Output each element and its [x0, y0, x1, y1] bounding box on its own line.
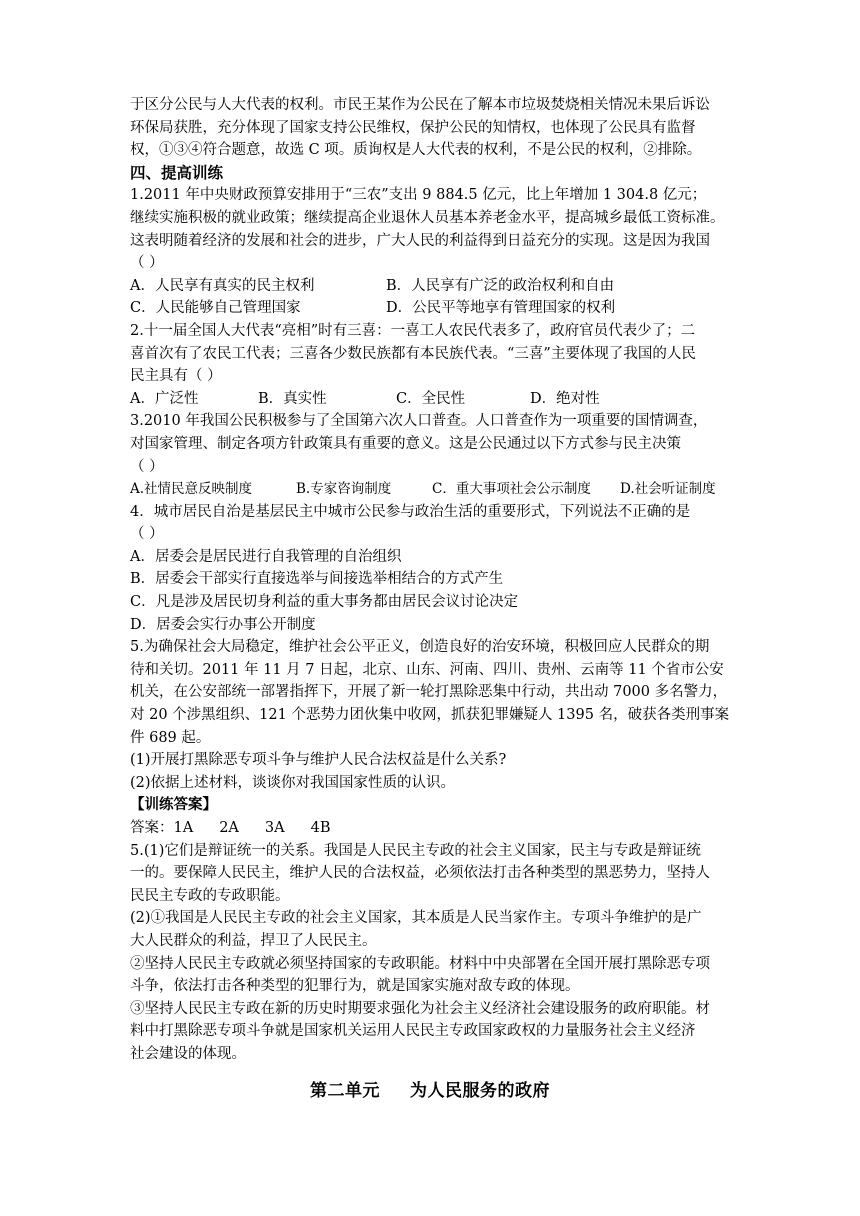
- option-row: [130, 388, 730, 411]
- question-2: [130, 320, 730, 410]
- text-line: 喜首次有了农民工代表；三喜各少数民族都有本民族代表。“三喜”主要体现了我国的人民: [130, 345, 696, 362]
- text-line: 1.2011 年中央财政预算安排用于“三农”支出 9 884.5 亿元，比上年增加 1 304.8 亿元；: [130, 187, 707, 204]
- text-line: 2.十一届全国人大代表“亮相”时有三喜：一喜工人农民代表多了，政府官员代表少了；二: [130, 322, 696, 339]
- text-line: 民民主专政的专政职能。: [130, 887, 290, 904]
- answers-section: [130, 794, 730, 1065]
- question-1: [130, 184, 730, 320]
- option-a: A．广泛性: [130, 390, 199, 407]
- answer-blank: （ ）: [130, 526, 164, 543]
- option-c: C．凡是涉及居民切身利益的重大事务都由居民会议讨论决定: [130, 594, 519, 611]
- intro-paragraph: [130, 94, 730, 162]
- option-a: A.社情民意反映制度: [130, 481, 253, 498]
- option-b: B．真实性: [258, 390, 327, 407]
- option-row: [130, 275, 730, 298]
- option-d: D．绝对性: [530, 390, 600, 407]
- answer-item: 2A: [219, 820, 239, 836]
- text-line: 料中打黑除恶专项斗争就是国家机关运用人民民主专政国家政权的力量服务社会主义经济: [130, 1023, 696, 1040]
- option-d: D．居委会实行办事公开制度: [130, 616, 316, 633]
- text-line: 权，①③④符合题意，故选 C 项。质询权是人大代表的权利，不是公民的权利，②排除。: [130, 142, 702, 159]
- question-4: [130, 501, 730, 637]
- text-line: (2)①我国是人民民主专政的社会主义国家，其本质是人民当家作主。专项斗争维护的是广: [130, 910, 702, 927]
- document-page: [130, 94, 730, 1102]
- option-b: B.专家咨询制度: [296, 481, 392, 498]
- text-line: 机关，在公安部统一部署指挥下，开展了新一轮打黑除恶集中行动，共出动 7000 多名警力，: [130, 684, 728, 701]
- option-row: [130, 297, 730, 320]
- text-line: 4．城市居民自治是基层民主中城市公民参与政治生活的重要形式，下列说法不正确的是: [130, 503, 691, 520]
- unit-name: 为人民服务的政府: [410, 1080, 550, 1101]
- option-c: C．人民能够自己管理国家: [130, 300, 301, 317]
- answer-key: [130, 817, 730, 840]
- text-line: 5.为确保社会大局稳定，维护社会公平正义，创造良好的治安环境，积极回应人民群众的期: [130, 639, 710, 656]
- sub-question: (2)依据上述材料，谈谈你对我国国家性质的认识。: [130, 774, 456, 791]
- answers-heading: 【训练答案】: [130, 797, 217, 814]
- text-line: 一的。要保障人民民主，维护人民的合法权益，必须依法打击各种类型的黑恶势力，坚持人: [130, 865, 710, 882]
- text-line: 待和关切。2011 年 11 月 7 日起，北京、山东、河南、四川、贵州、云南等 11 个省市公安: [130, 661, 724, 678]
- text-line: 5.(1)它们是辩证统一的关系。我国是人民民主专政的社会主义国家，民主与专政是辩证统: [130, 842, 701, 859]
- option-a: A．居委会是居民进行自我管理的自治组织: [130, 548, 402, 565]
- text-line: 对国家管理、制定各项方针政策具有重要的意义。这是公民通过以下方式参与民主决策: [130, 435, 681, 452]
- unit-number: 第二单元: [310, 1080, 380, 1101]
- answer-blank: （ ）: [130, 458, 164, 475]
- text-line: 继续实施积极的就业政策；继续提高企业退休人员基本养老金水平，提高城乡最低工资标准。: [130, 209, 725, 226]
- text-line: ③坚持人民民主专政在新的历史时期要求强化为社会主义经济社会建设服务的政府职能。材: [130, 1000, 710, 1017]
- unit-title: [130, 1080, 730, 1103]
- text-line: 这表明随着经济的发展和社会的进步，广大人民的利益得到日益充分的实现。这是因为我国: [130, 232, 710, 249]
- answer-item: 4B: [310, 820, 331, 836]
- option-b: B．居委会干部实行直接选举与间接选举相结合的方式产生: [130, 571, 504, 588]
- text-line: 对 20 个涉黑组织、121 个恶势力团伙集中收网，抓获犯罪嫌疑人 1395 名，破获各类刑事案: [130, 707, 730, 724]
- text-line: 民主具有（ ）: [130, 368, 222, 385]
- option-c: C．全民性: [396, 390, 466, 407]
- option-b: B．人民享有广泛的政治权利和自由: [386, 277, 615, 294]
- option-c: C．重大事项社会公示制度: [432, 481, 591, 498]
- option-row: [130, 478, 730, 501]
- answer-item: 答案：1A: [130, 820, 194, 836]
- option-d: D．公民平等地享有管理国家的权利: [386, 300, 616, 317]
- option-d: D.社会听证制度: [620, 481, 716, 498]
- text-line: 大人民群众的利益，捍卫了人民民主。: [130, 932, 377, 949]
- text-line: ②坚持人民民主专政就必须坚持国家的专政职能。材料中中央部署在全国开展打黑除恶专项: [130, 955, 710, 972]
- text-line: 于区分公民与人大代表的权利。市民王某作为公民在了解本市垃圾焚烧相关情况未果后诉讼: [130, 97, 710, 113]
- question-3: [130, 410, 730, 500]
- option-a: A．人民享有真实的民主权利: [130, 277, 315, 294]
- answer-item: 3A: [264, 820, 285, 836]
- answer-blank: （ ）: [130, 255, 164, 272]
- text-line: 件 689 起。: [130, 729, 211, 746]
- sub-question: (1)开展打黑除恶专项斗争与维护人民合法权益是什么关系?: [130, 752, 507, 769]
- section-heading: 四、提高训练: [130, 163, 224, 182]
- text-line: 3.2010 年我国公民积极参与了全国第六次人口普查。人口普查作为一项重要的国情调查，: [130, 413, 708, 430]
- text-line: 环保局获胜，充分体现了国家支持公民维权，保护公民的知情权，也体现了公民具有监督: [130, 119, 696, 136]
- text-line: 斗争，依法打击各种类型的犯罪行为，就是国家实施对敌专政的体现。: [130, 978, 580, 995]
- text-line: 社会建设的体现。: [130, 1045, 246, 1062]
- question-5: [130, 636, 730, 794]
